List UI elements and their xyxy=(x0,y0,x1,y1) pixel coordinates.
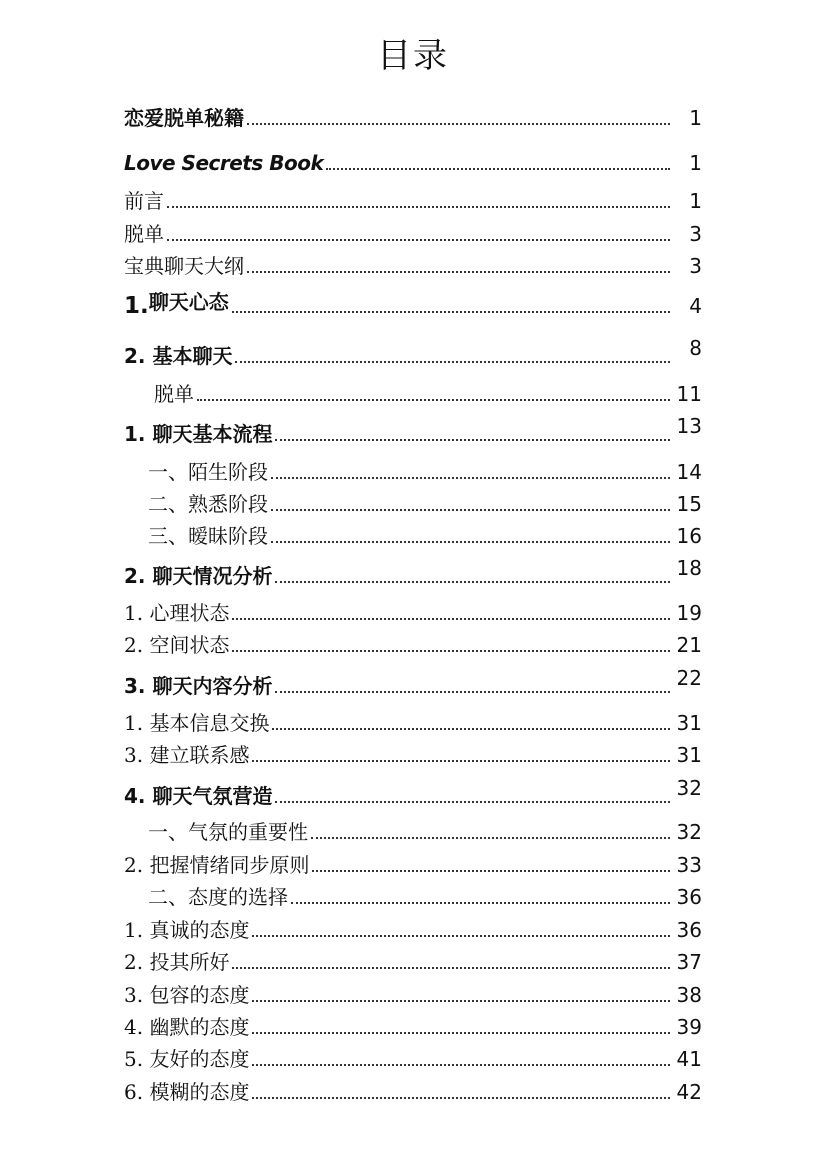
dot-leader xyxy=(271,509,670,511)
toc-entry-page: 3 xyxy=(689,222,702,246)
toc-entry-page: 32 xyxy=(676,776,702,800)
toc-entry-text: 6. 模糊的态度 xyxy=(124,1080,250,1104)
toc-entry-text: 2. 把握情绪同步原则 xyxy=(124,853,310,877)
toc-entry-page: 3 xyxy=(689,254,702,278)
toc-entry-text xyxy=(124,290,229,319)
dot-leader xyxy=(275,439,670,441)
toc-entry-text: 4. 幽默的态度 xyxy=(124,1015,250,1039)
dot-leader xyxy=(272,728,670,730)
toc-entry-text: 2. 基本聊天 xyxy=(124,344,233,368)
toc-entry[interactable] xyxy=(0,979,826,1007)
toc-entry[interactable] xyxy=(0,707,826,735)
dot-leader xyxy=(271,541,670,543)
toc-entry-text: 二、态度的选择 xyxy=(148,885,288,909)
toc-entry[interactable] xyxy=(0,520,826,548)
toc-entry-page: 31 xyxy=(676,711,702,735)
toc-entry[interactable] xyxy=(0,456,826,484)
dot-leader xyxy=(271,477,670,479)
toc-entry[interactable] xyxy=(0,881,826,909)
dot-leader xyxy=(252,1000,670,1002)
dot-leader xyxy=(197,399,670,401)
toc-entry-page: 18 xyxy=(676,556,702,580)
toc-entry-page: 32 xyxy=(676,820,702,844)
toc-entry-text: 3. 建立联系感 xyxy=(124,743,250,767)
dot-leader xyxy=(326,168,670,170)
dot-leader xyxy=(252,1097,670,1099)
toc-entry[interactable] xyxy=(0,336,826,368)
toc-entry-text: 5. 友好的态度 xyxy=(124,1047,250,1071)
toc-entry-text: 1. 聊天基本流程 xyxy=(124,422,273,446)
toc-entry-text: 三、暧昧阶段 xyxy=(148,524,268,548)
dot-leader xyxy=(232,650,670,652)
toc-entry[interactable] xyxy=(0,185,826,213)
toc-entry-page: 15 xyxy=(676,492,702,516)
toc-entry[interactable] xyxy=(0,250,826,278)
dot-leader xyxy=(312,870,670,872)
toc-entry-text: 3. 聊天内容分析 xyxy=(124,674,273,698)
toc-entry-text: 1. 真诚的态度 xyxy=(124,918,250,942)
toc-entry-page: 37 xyxy=(676,950,702,974)
toc-entry[interactable] xyxy=(0,1043,826,1071)
toc-entry-page: 36 xyxy=(676,918,702,942)
toc-entry-text: 二、熟悉阶段 xyxy=(148,492,268,516)
toc-entry[interactable] xyxy=(0,147,826,175)
toc-entry[interactable] xyxy=(0,102,826,130)
toc-entry-page: 8 xyxy=(689,336,702,360)
toc-entry[interactable] xyxy=(0,290,826,318)
toc-entry[interactable] xyxy=(0,1011,826,1039)
toc-entry[interactable] xyxy=(0,629,826,657)
toc-entry[interactable] xyxy=(0,218,826,246)
toc-entry[interactable] xyxy=(0,914,826,942)
toc-entry-page: 1 xyxy=(689,189,702,213)
dot-leader xyxy=(167,239,670,241)
toc-entry-text: 一、气氛的重要性 xyxy=(148,820,308,844)
toc-entry-page: 19 xyxy=(676,601,702,625)
toc-entry-page: 13 xyxy=(676,414,702,438)
toc-entry-text: 宝典聊天大纲 xyxy=(124,254,244,278)
dot-leader xyxy=(167,206,670,208)
toc-entry[interactable] xyxy=(0,739,826,767)
toc-entry-page: 11 xyxy=(676,382,702,406)
toc-entry-text: 1. 基本信息交换 xyxy=(124,711,270,735)
toc-entry[interactable] xyxy=(0,849,826,877)
dot-leader xyxy=(235,361,670,363)
toc-entry-page: 16 xyxy=(676,524,702,548)
dot-leader xyxy=(275,801,670,803)
dot-leader xyxy=(247,123,670,125)
toc-entry[interactable] xyxy=(0,597,826,625)
toc-entry-text: 恋爱脱单秘籍 xyxy=(124,106,244,130)
toc-entry-text: 4. 聊天气氛营造 xyxy=(124,784,273,808)
toc-entry-page: 1 xyxy=(689,106,702,130)
toc-entry[interactable] xyxy=(0,488,826,516)
dot-leader xyxy=(275,581,670,583)
toc-entry[interactable] xyxy=(0,556,826,588)
toc-entry[interactable] xyxy=(0,1076,826,1104)
toc-entry-text: 2. 投其所好 xyxy=(124,950,230,974)
dot-leader xyxy=(252,1032,670,1034)
toc-entry-page: 41 xyxy=(676,1047,702,1071)
dot-leader xyxy=(252,1064,670,1066)
dot-leader xyxy=(252,935,670,937)
toc-entry-page: 38 xyxy=(676,983,702,1007)
toc-entry-text: 前言 xyxy=(124,189,164,213)
toc-entry-number: 1. xyxy=(124,293,149,319)
toc-entry-text: 2. 聊天情况分析 xyxy=(124,564,273,588)
toc-entry[interactable] xyxy=(0,946,826,974)
dot-leader xyxy=(232,618,670,620)
dot-leader xyxy=(232,311,670,313)
dot-leader xyxy=(291,902,670,904)
toc-entry-page: 39 xyxy=(676,1015,702,1039)
page-title: 目录 xyxy=(377,36,449,76)
toc-entry-text: Love Secrets Book xyxy=(124,151,324,175)
toc-entry[interactable] xyxy=(0,666,826,698)
toc-entry-page: 4 xyxy=(689,294,702,318)
toc-entry-page: 22 xyxy=(676,666,702,690)
dot-leader xyxy=(275,691,670,693)
dot-leader xyxy=(311,837,670,839)
toc-entry[interactable] xyxy=(0,776,826,808)
toc-entry-text: 2. 空间状态 xyxy=(124,633,230,657)
toc-entry-text: 3. 包容的态度 xyxy=(124,983,250,1007)
toc-entry[interactable] xyxy=(0,414,826,446)
toc-entry-label: 聊天心态 xyxy=(148,290,229,314)
toc-entry-text: 脱单 xyxy=(124,222,164,246)
toc-entry-page: 14 xyxy=(676,460,702,484)
toc-entry[interactable] xyxy=(0,816,826,844)
toc-entry-text: 1. 心理状态 xyxy=(124,601,230,625)
toc-entry-page: 1 xyxy=(689,151,702,175)
toc-entry-page: 33 xyxy=(676,853,702,877)
toc-entry-text: 一、陌生阶段 xyxy=(148,460,268,484)
toc-entry-text: 脱单 xyxy=(154,382,194,406)
toc-entry-page: 42 xyxy=(676,1080,702,1104)
toc-entry[interactable] xyxy=(0,378,826,406)
dot-leader xyxy=(247,271,670,273)
toc-entry-page: 31 xyxy=(676,743,702,767)
dot-leader xyxy=(252,760,670,762)
toc-entry-page: 21 xyxy=(676,633,702,657)
toc-entry-page: 36 xyxy=(676,885,702,909)
dot-leader xyxy=(232,967,670,969)
